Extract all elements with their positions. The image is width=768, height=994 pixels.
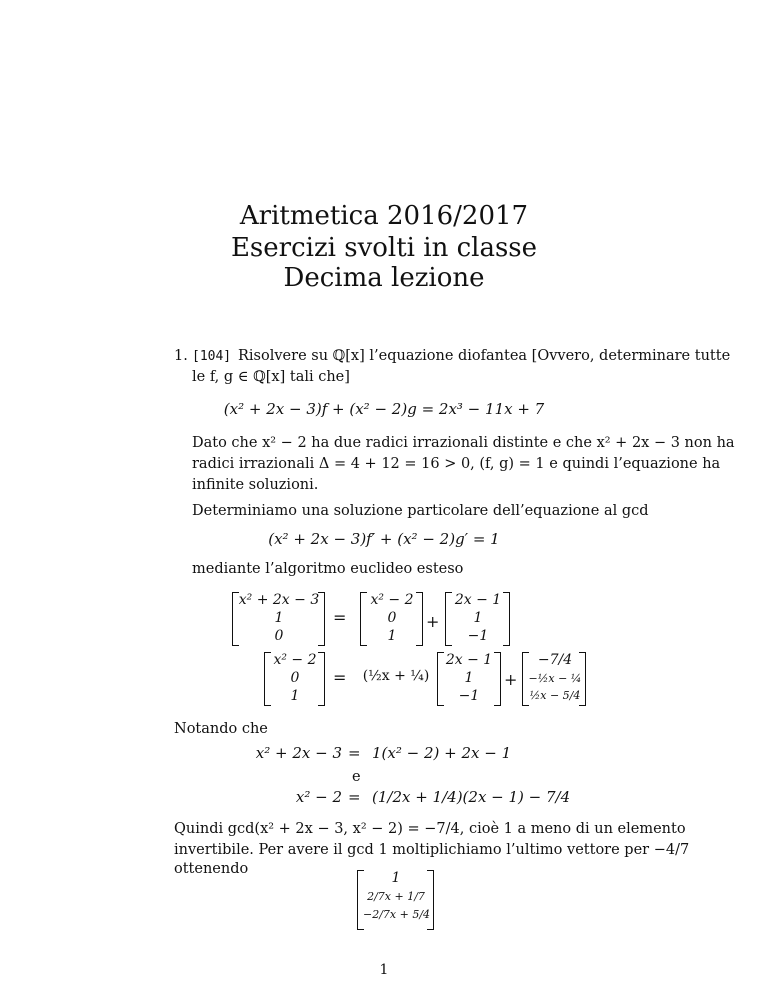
- m2-v1-1: 1: [464, 670, 474, 686]
- m2-lhs-1: 0: [290, 670, 300, 686]
- m1-v1-0: x² − 2: [370, 592, 414, 608]
- exercise-code: [104]: [192, 349, 232, 364]
- noting-text: Notando che: [174, 721, 268, 737]
- m2-lhs-2: 1: [290, 688, 300, 704]
- m2-equals: =: [333, 668, 347, 687]
- m1-v1-1: 0: [387, 610, 397, 626]
- m2-v1-0: 2x − 1: [445, 652, 493, 668]
- paragraph-1-line1: Dato che x² − 2 ha due radici irrazionali distinte e che x² + 2x − 3 non ha: [192, 435, 735, 451]
- exercise-number: 1.: [174, 348, 188, 364]
- relation1-rhs: 1(x² − 2) + 2x − 1: [372, 744, 512, 762]
- relation1-eq: =: [348, 744, 361, 762]
- title-lesson: Decima lezione: [283, 263, 485, 293]
- m2-lhs-0: x² − 2: [273, 652, 317, 668]
- m1-v2-2: −1: [467, 628, 489, 644]
- m2-v1-2: −1: [458, 688, 480, 704]
- m1-plus: +: [426, 612, 440, 631]
- m2-v2-0: −7/4: [537, 652, 573, 668]
- relation-and: e: [352, 769, 361, 785]
- m2-plus: +: [504, 670, 518, 689]
- paragraph-4-line1: Quindi gcd(x² + 2x − 3, x² − 2) = −7/4, cioè 1 a meno di un elemento: [174, 821, 686, 837]
- paragraph-2: Determiniamo una soluzione particolare dell’equazione al gcd: [192, 503, 649, 519]
- equation-gcd: (x² + 2x − 3)f′ + (x² − 2)g′ = 1: [268, 530, 500, 548]
- result-0: 1: [391, 870, 401, 886]
- m1-v2-1: 1: [473, 610, 483, 626]
- relation2-rhs: (1/2x + 1/4)(2x − 1) − 7/4: [372, 788, 571, 806]
- m2-coefficient: (½x + ¼): [362, 668, 430, 684]
- equation-diophantine: (x² + 2x − 3)f + (x² − 2)g = 2x³ − 11x + 7: [223, 400, 545, 418]
- m1-lhs-1: 1: [274, 610, 284, 626]
- paragraph-1-line2: radici irrazionali Δ = 4 + 12 = 16 > 0, (f, g) = 1 e quindi l’equazione ha: [192, 456, 721, 472]
- paragraph-3: mediante l’algoritmo euclideo esteso: [192, 561, 464, 577]
- title-subtitle: Esercizi svolti in classe: [230, 233, 538, 263]
- result-2: −2/7x + 5/4: [363, 908, 431, 921]
- relation1-lhs: x² + 2x − 3: [255, 744, 342, 762]
- m2-v2-2: ½x − 5/4: [529, 689, 581, 702]
- result-1: 2/7x + 1/7: [367, 890, 425, 903]
- m1-v2-0: 2x − 1: [454, 592, 502, 608]
- m1-lhs-0: x² + 2x − 3: [238, 592, 320, 608]
- m1-equals: =: [333, 608, 347, 627]
- title-course: Aritmetica 2016/2017: [239, 201, 529, 231]
- m2-v2-1: −½x − ¼: [528, 672, 582, 685]
- m1-v1-2: 1: [387, 628, 397, 644]
- paragraph-4-line2: invertibile. Per avere il gcd 1 moltiplichiamo l’ultimo vettore per −4/7: [174, 842, 690, 858]
- m1-lhs-2: 0: [274, 628, 284, 644]
- exercise-intro-line1: Risolvere su ℚ[x] l’equazione diofantea [Ovvero, determinare tutte: [238, 348, 731, 364]
- paragraph-1-line3: infinite soluzioni.: [192, 477, 319, 493]
- page-number: 1: [379, 962, 389, 978]
- paragraph-4-line3: ottenendo: [174, 861, 249, 877]
- relation2-lhs: x² − 2: [295, 788, 342, 806]
- exercise-intro-line2: le f, g ∈ ℚ[x] tali che]: [192, 369, 350, 385]
- relation2-eq: =: [348, 788, 361, 806]
